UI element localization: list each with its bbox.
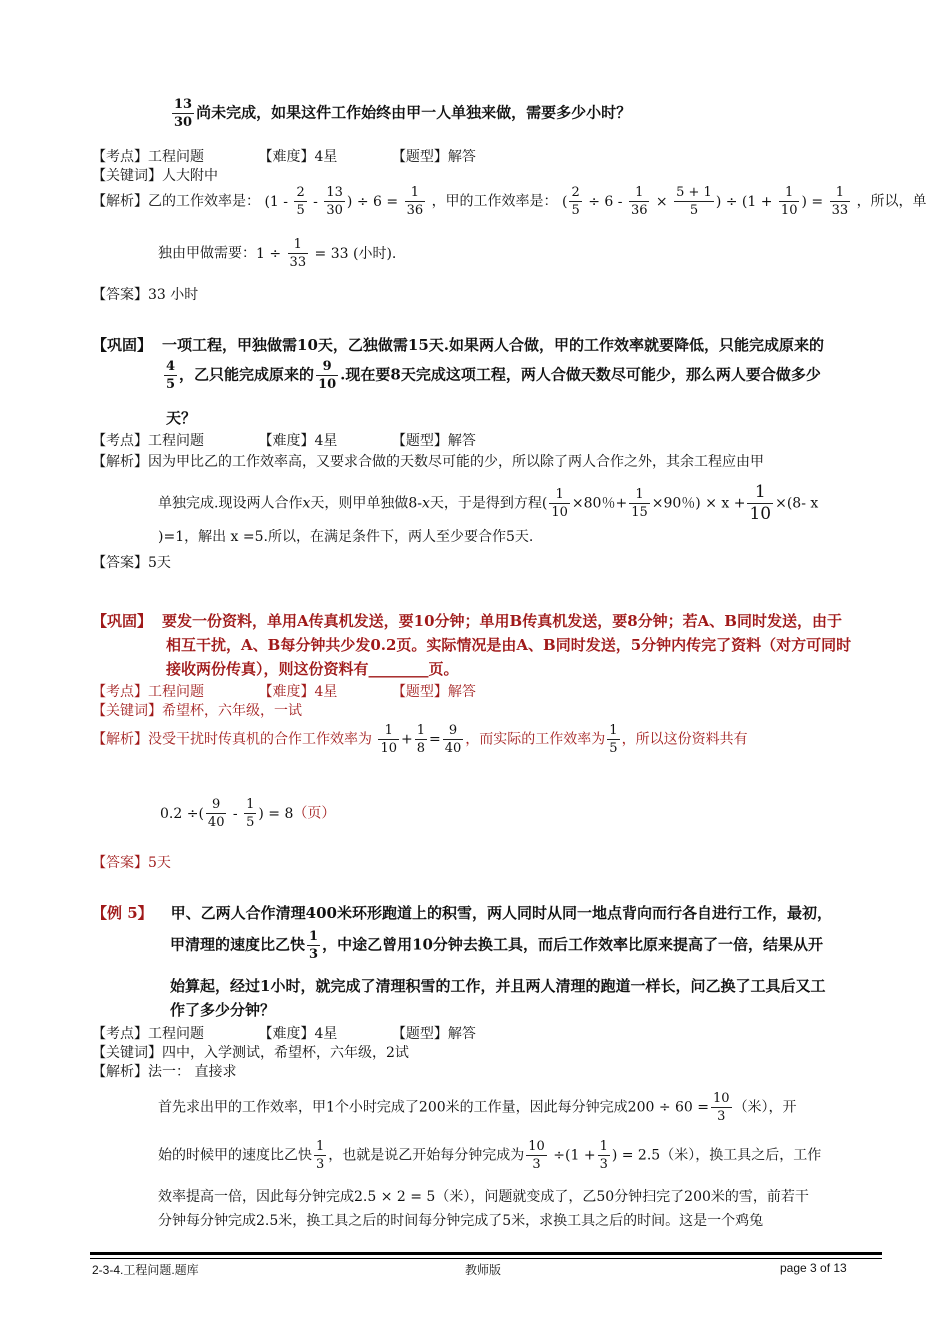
analysis-line: 分钟每分钟完成2.5米，换工具之后的时间每分钟完成了5米，求换工具之后的时间。这是一个鸡兔 xyxy=(158,1213,764,1229)
fraction: $\frac{1}{33}$ xyxy=(289,237,307,270)
analysis-line: 0.2 ÷( $\frac{9}{40}$ - $\frac{1}{5}$ ) = 8（页） xyxy=(160,797,336,830)
meta-row: 【考点】工程问题 【难度】4星 【题型】解答 xyxy=(92,149,476,165)
question-line: 【巩固】 一项工程，甲独做需10天，乙独做需15天.如果两人合做，甲的工作效率就要降低，只能完成原来的 xyxy=(92,336,824,354)
answer-row: 【答案】5天 xyxy=(92,855,171,871)
fraction: $\frac{1}{36}$ xyxy=(630,185,648,218)
meta-row: 【考点】工程问题 【难度】4星 【题型】解答 xyxy=(92,684,476,700)
question-line: 【巩固】 要发一份资料，单用A传真机发送，要10分钟；单用B传真机发送，要8分钟；若A、B同时发送，由于 xyxy=(92,612,842,630)
page-number: page 3 of 13 xyxy=(780,1261,847,1275)
footer-rule xyxy=(90,1258,882,1259)
fraction: $\frac{13}{30}$ xyxy=(326,185,343,218)
fraction: $\frac{2}{5}$ xyxy=(571,185,580,218)
answer-row: 【答案】5天 xyxy=(92,555,171,571)
meta-row: 【考点】工程问题 【难度】4星 【题型】解答 xyxy=(92,433,476,449)
fraction: $\frac{5 + 1}{5}$ xyxy=(676,185,712,218)
fraction: $\frac{9}{40}$ xyxy=(207,797,225,830)
analysis-line: )=1，解出 x =5.所以，在满足条件下，两人至少要合作5天. xyxy=(158,529,534,545)
problem-continuation xyxy=(170,98,631,129)
analysis-line: 【解析】法一： 直接求 xyxy=(92,1064,237,1080)
fraction: $\frac{1}{33}$ xyxy=(831,185,849,218)
question-line: 【例 5】 甲、乙两人合作清理400米环形跑道上的积雪，两人同时从同一地点背向而行各自进行工作，最初， xyxy=(92,904,832,922)
expression: 0.2 ÷( $\frac{9}{40}$ - $\frac{1}{5}$ ) = 8 xyxy=(160,797,294,830)
footer-center: 教师版 xyxy=(465,1263,502,1277)
question-line: 天？ xyxy=(166,409,197,427)
analysis-line: 首先求出甲的工作效率，甲1个小时完成了200米的工作量，因此每分钟完成200 ÷ 60 = $\frac{10}{3}$ （米），开 xyxy=(158,1091,797,1124)
expression: (1 - $\frac{2}{5}$ - $\frac{13}{30}$ ) ÷ 6 = $\frac{1}{36}$ xyxy=(264,185,424,218)
keyword-row: 【关键词】希望杯，六年级，一试 xyxy=(92,703,302,719)
analysis-line: 效率提高一倍，因此每分钟完成2.5 × 2 = 5（米），问题就变成了，乙50分钟扫完了200米的雪，前若干 xyxy=(158,1189,809,1205)
analysis-line: 始的时候甲的速度比乙快 $\frac{1}{3}$ ，也就是说乙开始每分钟完成为 $\frac{10}{3}$ ÷(1 + $\frac{1}{3}$ ) = 2.5（米），换工具之后，工作 xyxy=(158,1139,822,1172)
meta-row: 【考点】工程问题 【难度】4星 【题型】解答 xyxy=(92,1026,476,1042)
fraction: $\frac{1}{5}$ xyxy=(246,797,255,830)
question-line: 相互干扰，A、B每分钟共少发0.2页。实际情况是由A、B同时发送，5分钟内传完了资料（对方可同时 xyxy=(166,636,852,654)
keyword-row: 【关键词】四中，入学测试，希望杯，六年级，2试 xyxy=(92,1045,409,1061)
footer-left: 2-3-4.工程问题.题库 xyxy=(92,1263,199,1277)
question-line: 作了多少分钟？ xyxy=(170,1001,276,1019)
question-line: 甲清理的速度比乙快 $\frac{1}{3}$ ，中途乙曾用10分钟去换工具，而后工作效率比原来提高了一倍，结果从开 xyxy=(170,929,823,962)
analysis-line: 【解析】乙的工作效率是： (1 - $\frac{2}{5}$ - $\frac{13}{30}$ ) ÷ 6 = $\frac{1}{36}$ ，甲的工作效率是： ( $\frac{2}{5}$ ÷ 6 - $\frac{1}{36}$ × $\frac{5 + 1}{5}$ ) ÷ (1 + $\frac{1}{10}$ ) = $\frac{1}{33}$ ，所以，单 xyxy=(92,185,927,218)
footer-rule xyxy=(90,1252,882,1255)
keyword-row: 【关键词】人大附中 xyxy=(92,168,218,184)
question-text: 尚未完成，如果这件工作始终由甲一人单独来做，需要多少小时？ xyxy=(196,103,632,122)
question-line: $\frac{4}{5}$ ，乙只能完成原来的 $\frac{9}{10}$ .现在要8天完成这项工程，两人合做天数尽可能少，那么两人要合做多少 xyxy=(166,359,821,392)
expression: ( $\frac{2}{5}$ ÷ 6 - $\frac{1}{36}$ × $\frac{5 + 1}{5}$ ) ÷ (1 + $\frac{1}{10}$ ) = $\frac{1}{33}$ xyxy=(562,185,849,218)
fraction: $\frac{2}{5}$ xyxy=(296,185,305,218)
expression: 1 ÷ $\frac{1}{33}$ = 33 (小时). xyxy=(256,237,397,270)
analysis-line: 【解析】没受干扰时传真机的合作工作效率为 $\frac{1}{10}$ + $\frac{1}{8}$ = $\frac{9}{40}$ ，而实际的工作效率为 $\frac{1}{5}$ ，所以这份资料共有 xyxy=(92,723,748,756)
answer-row: 【答案】33 小时 xyxy=(92,287,199,303)
fraction: $\frac{13}{30}$ xyxy=(174,97,193,130)
fraction: $\frac{1}{10}$ xyxy=(780,185,798,218)
analysis-line: 单独完成.现设两人合作x天，则甲单独做8-x天，于是得到方程( $\frac{1}{10}$ ×80％+ $\frac{1}{15}$ ×90％) × x + $\frac{1}{10}$ ×(8- x xyxy=(158,482,819,524)
analysis-line: 【解析】因为甲比乙的工作效率高，又要求合做的天数尽可能的少，所以除了两人合作之外，其余工程应由甲 xyxy=(92,454,764,470)
question-line: 始算起，经过1小时，就完成了清理积雪的工作，并且两人清理的跑道一样长，问乙换了工具后又工 xyxy=(170,977,826,995)
fraction: $\frac{1}{36}$ xyxy=(406,185,424,218)
analysis-line: 独由甲做需要：1 ÷ $\frac{1}{33}$ = 33 (小时). xyxy=(158,237,397,270)
question-line: 接收两份传真），则这份资料有________页。 xyxy=(166,660,459,678)
